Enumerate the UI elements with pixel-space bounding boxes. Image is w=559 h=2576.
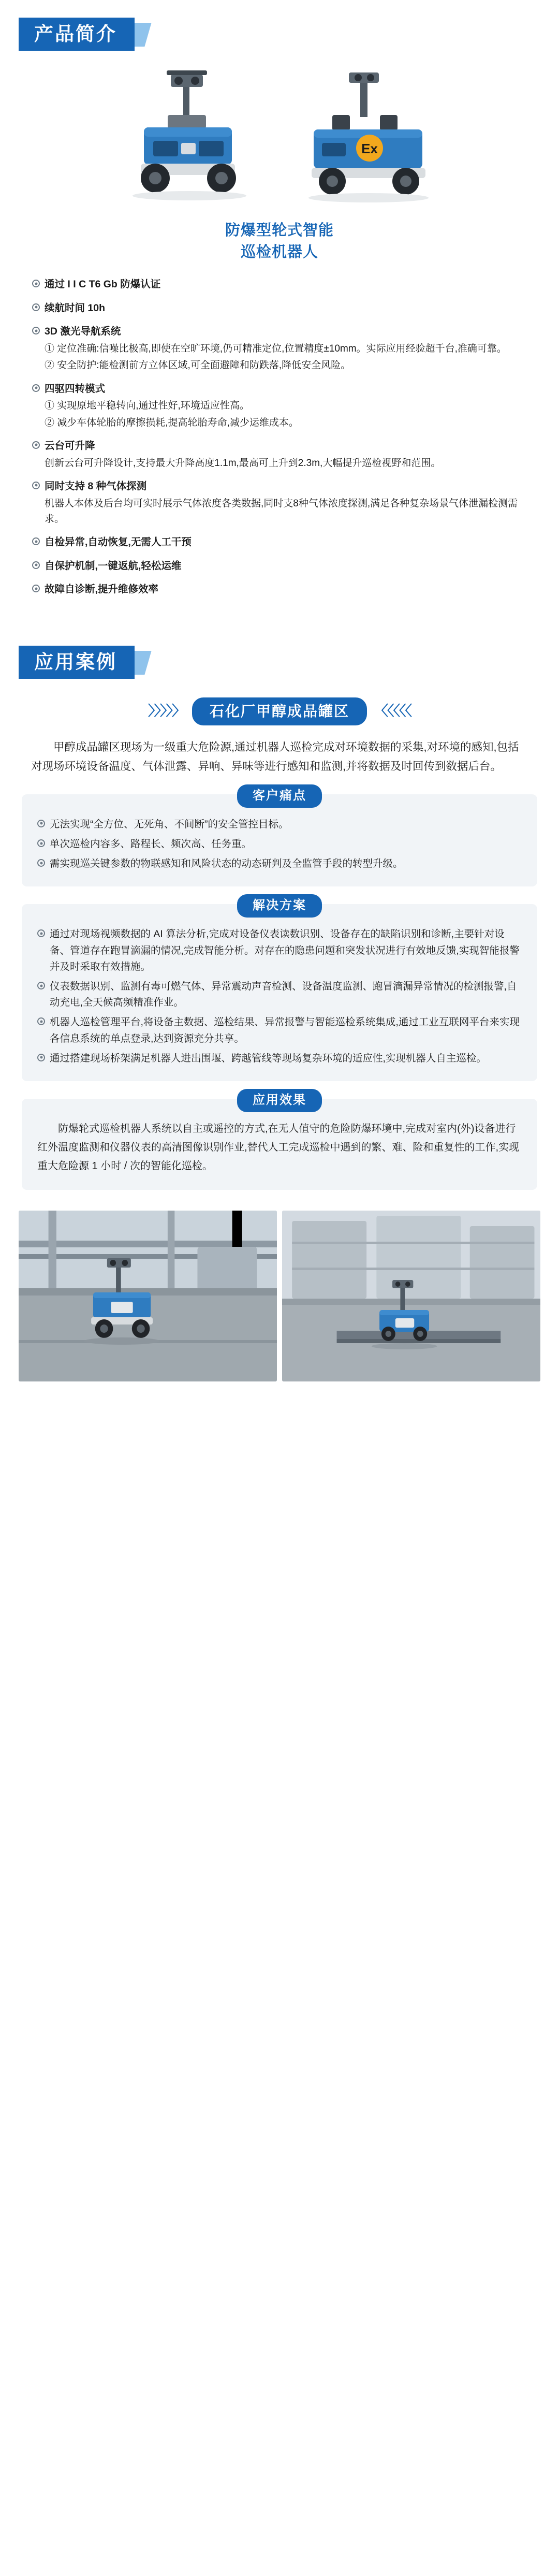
feature-label: 3D 激光导航系统 <box>45 326 121 338</box>
pain-points-title: 客户痛点 <box>237 784 322 808</box>
chevron-right-icon: 〉〉〉〉〉 <box>148 703 185 719</box>
ring-bullet-icon <box>32 482 40 489</box>
ring-bullet-icon <box>32 384 40 392</box>
case-subhead <box>0 697 559 725</box>
pain-point-item <box>37 836 522 852</box>
effects-text: 防爆轮式巡检机器人系统以自主或遥控的方式,在无人值守的危险防爆环境中,完成对室内(外)设备进行红外温度监测和仪器仪表的高清图像识别作业,替代人工完成巡检中遇到的繁、难、险和重复性的工作,实现重大危险源 1 小时 / 次的智能化巡检。 <box>37 1123 520 1172</box>
feature-label: 四驱四转模式 <box>45 383 106 395</box>
application-case-section <box>0 628 559 1381</box>
solutions-card <box>22 898 537 1081</box>
feature-detail: ① 实现原地平稳转向,通过性好,环境适应性高。 <box>45 400 249 412</box>
ring-bullet-icon <box>32 303 40 311</box>
case-intro-paragraph: 甲醇成品罐区现场为一级重大危险源,通过机器人巡检完成对环境数据的采集,对环境的感知,包括对现场环境设备温度、气体泄露、异响、异味等进行感知和监测,并将数据及时回传到数据后台。 <box>31 740 519 773</box>
product-title-line1: 防爆型轮式智能 <box>225 222 334 239</box>
effects-title: 应用效果 <box>237 1089 322 1112</box>
solutions-title: 解决方案 <box>237 894 322 918</box>
product-title-line2: 巡检机器人 <box>240 244 318 261</box>
site-photo-left <box>19 1211 277 1381</box>
section-banner-application-label: 应用案例 <box>19 646 135 679</box>
feature-item <box>32 558 527 575</box>
feature-label: 通过 I I C T6 Gb 防爆认证 <box>45 279 161 290</box>
robot-front-photo <box>106 65 276 215</box>
site-photo-right <box>282 1211 540 1381</box>
solution-item <box>37 926 522 975</box>
feature-label: 续航时间 10h <box>45 302 106 314</box>
solution-text: 仪表数据识别、监测有毒可燃气体、异常震动声音检测、设备温度监测、跑冒滴漏异常情况的检测报警,自动充电,全天候高频精准作业。 <box>50 981 517 1009</box>
pain-point-text: 单次巡检内容多、路程长、频次高、任务重。 <box>50 838 252 850</box>
ring-bullet-icon <box>37 1017 45 1025</box>
feature-detail: ② 安全防护:能检测前方立体区域,可全面避障和防跌落,降低安全风险。 <box>45 360 351 371</box>
ring-bullet-icon <box>32 537 40 545</box>
pain-points-card <box>22 788 537 887</box>
ring-bullet-icon <box>32 561 40 569</box>
feature-item <box>32 276 527 293</box>
product-feature-list <box>32 276 527 598</box>
ring-bullet-icon <box>37 820 45 827</box>
product-image-gallery <box>98 65 461 215</box>
feature-item <box>32 381 527 398</box>
ring-bullet-icon <box>37 982 45 989</box>
solution-item <box>37 979 522 1011</box>
pain-point-item <box>37 856 522 872</box>
section-banner-product <box>19 18 135 51</box>
pain-point-item <box>37 817 522 833</box>
feature-item <box>32 534 527 551</box>
feature-detail: 创新云台可升降设计,支持最大升降高度1.1m,最高可上升到2.3m,大幅提升巡检视野和范围。 <box>45 457 441 469</box>
section-banner-application <box>19 646 135 679</box>
solution-text: 机器人巡检管理平台,将设备主数据、巡检结果、异常报警与智能巡检系统集成,通过工业互联网平台来实现各信息系统的单点登录,达到资源充分共享。 <box>50 1016 520 1044</box>
solution-item <box>37 1051 522 1067</box>
solution-text: 通过搭建现场桥架满足机器人进出围堰、跨越管线等现场复杂环境的适应性,实现机器人自主巡检。 <box>50 1052 487 1064</box>
case-title: 石化厂甲醇成品罐区 <box>192 697 367 725</box>
ring-bullet-icon <box>37 929 45 937</box>
feature-label: 自检异常,自动恢复,无需人工干预 <box>45 536 192 548</box>
solution-text: 通过对现场视频数据的 AI 算法分析,完成对设备仪表读数识别、设备存在的缺陷识别和诊断,主要针对设备、管道存在跑冒滴漏的情况,完成智能分析。对存在的隐患问题和突发状况进行有效地反馈,实现智能报警并及时采取有效措施。 <box>50 928 520 972</box>
ring-bullet-icon <box>32 280 40 287</box>
effects-card <box>22 1093 537 1190</box>
ring-bullet-icon <box>37 1054 45 1061</box>
feature-item <box>32 581 527 598</box>
section-banner-product-label: 产品简介 <box>19 18 135 51</box>
feature-detail: ② 减少车体轮胎的摩擦损耗,提⾼轮胎寿命,减少运维成本。 <box>45 417 299 428</box>
solution-item <box>37 1014 522 1046</box>
ring-bullet-icon <box>37 859 45 867</box>
feature-detail: ① 定位准确:信噪比极高,即使在空旷环境,仍可精准定位,位置精度±10mm。实际应用经验超千台,准确可靠。 <box>45 343 507 354</box>
feature-label: 自保护机制,一键返航,轻松运维 <box>45 560 182 572</box>
feature-item <box>32 478 527 495</box>
ring-bullet-icon <box>32 441 40 449</box>
ring-bullet-icon <box>37 839 45 847</box>
ring-bullet-icon <box>32 327 40 334</box>
feature-item <box>32 300 527 317</box>
chevron-left-icon: 〈〈〈〈〈 <box>374 703 411 719</box>
robot-side-photo <box>283 65 453 215</box>
feature-label: 同时支持 8 种气体探测 <box>45 480 147 492</box>
feature-item <box>32 438 527 455</box>
feature-label: 故障自诊断,提升维修效率 <box>45 584 158 595</box>
site-photo-gallery <box>19 1211 540 1381</box>
pain-point-text: 无法实现“全方位、无死角、不间断”的安全管控目标。 <box>50 818 289 830</box>
ring-bullet-icon <box>32 585 40 592</box>
feature-label: 云台可升降 <box>45 440 95 452</box>
svg-text:Ex: Ex <box>361 141 378 156</box>
feature-detail: 机器人本体及后台均可实时展示气体浓度各类数据,同时支8种气体浓度探测,满足各种复杂场景气体泄漏检测需求。 <box>45 498 518 525</box>
product-title <box>0 220 559 263</box>
feature-item <box>32 324 527 340</box>
pain-point-text: 需实现巡关键参数的物联感知和风险状态的动态研判及全监管手段的转型升级。 <box>50 858 403 870</box>
